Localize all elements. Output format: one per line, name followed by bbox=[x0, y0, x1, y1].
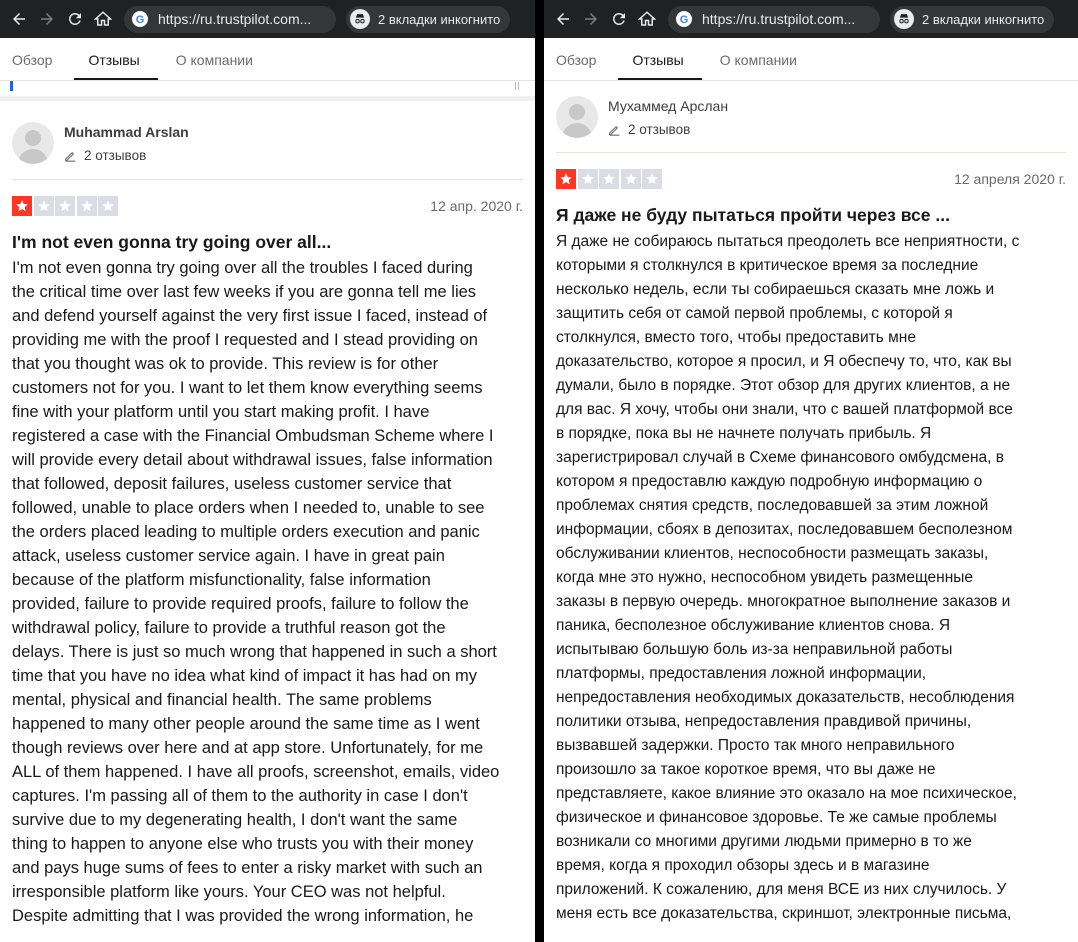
review-text-line: доказательство, которое я просил, и Я обеспечу то, что, как вы bbox=[556, 353, 1012, 370]
review-count bbox=[608, 122, 728, 137]
star-empty-icon bbox=[642, 169, 662, 189]
browser-toolbar bbox=[0, 0, 535, 38]
review-text-line: followed, unable to place orders when I needed to, unable to see bbox=[12, 499, 485, 517]
back-button[interactable] bbox=[6, 6, 32, 32]
page-strip bbox=[0, 81, 535, 103]
review-text-line: которыми я столкнулся в критическое время за последние bbox=[556, 257, 979, 274]
reviewer-name[interactable]: Muhammad Arslan bbox=[64, 123, 189, 140]
page-tabs bbox=[0, 38, 535, 81]
star-empty-icon bbox=[621, 169, 641, 189]
review-text-line: обслуживании клиентов, неспособности размещать заказы, bbox=[556, 545, 989, 562]
incognito-indicator[interactable] bbox=[346, 6, 510, 33]
incognito-icon bbox=[350, 9, 370, 29]
star-filled-icon bbox=[556, 169, 576, 189]
review-date: 12 апр. 2020 г. bbox=[430, 198, 523, 214]
back-arrow-icon bbox=[10, 10, 28, 28]
review-text-line: котором я предоставлю каждую подробную информацию о bbox=[556, 473, 983, 490]
review-text-line: защитить себя от самой первой проблемы, с которой я bbox=[556, 305, 953, 322]
review-text-line: представляете, какое влияние это оказало на мое психическое, bbox=[556, 785, 1017, 802]
review-text-line: providing me with the proof I requested and I stead providing on bbox=[12, 331, 478, 349]
review-body bbox=[0, 256, 535, 928]
review-text-line: возникали со многими другими людьми примерно в то же bbox=[556, 833, 972, 850]
incognito-label: 2 вкладки инкогнито bbox=[378, 11, 501, 27]
star-empty-icon bbox=[77, 196, 97, 216]
pencil-icon bbox=[608, 123, 621, 136]
forward-arrow-icon bbox=[582, 10, 600, 28]
review-text-line: irresponsible platform like yours. Your CEO was not helpful. bbox=[12, 883, 446, 901]
home-icon bbox=[638, 10, 656, 28]
url-text: https://ru.trustpilot.com... bbox=[158, 11, 312, 27]
review-text-line: несколько недель, если ты собираешься сказать мне ложь и bbox=[556, 281, 995, 298]
review-text-line: ALL of them happened. I have all proofs, screenshot, emails, video bbox=[12, 763, 500, 781]
tab-about[interactable]: О компании bbox=[175, 52, 253, 68]
review-text-line: политики отзыва, непредоставления правдивой причины, bbox=[556, 713, 972, 730]
review-text-line: will provide every detail about withdrawal issues, false information bbox=[12, 451, 493, 469]
review-text-line: happened to many other people around the same time as I went bbox=[12, 715, 480, 733]
reviewer-info bbox=[544, 96, 1078, 138]
review-text-line: withdrawal policy, failure to provide a truthful reason got the bbox=[12, 619, 446, 637]
star-empty-icon bbox=[55, 196, 75, 216]
review-text-line: зарегистрировал случай в Схеме финансового омбудсмена, в bbox=[556, 449, 1004, 466]
tab-reviews[interactable]: Отзывы bbox=[632, 38, 683, 80]
review-text-line: меня есть все доказательства, скриншот, электронные письма, bbox=[556, 905, 1012, 922]
reload-button[interactable] bbox=[62, 6, 88, 32]
review-text-line: the critical time over last few weeks if you are gonna tell me lies bbox=[12, 283, 477, 301]
star-empty-icon bbox=[599, 169, 619, 189]
section-divider bbox=[0, 96, 535, 101]
google-icon bbox=[132, 11, 148, 27]
browser-toolbar bbox=[544, 0, 1078, 38]
tab-about[interactable]: О компании bbox=[719, 52, 797, 68]
forward-button[interactable] bbox=[34, 6, 60, 32]
review-text-line: время, когда я проходил обзоры здесь и в магазине bbox=[556, 857, 930, 874]
review-date: 12 апреля 2020 г. bbox=[954, 171, 1066, 187]
review-meta bbox=[544, 169, 1078, 189]
page-tabs bbox=[544, 38, 1078, 81]
forward-arrow-icon bbox=[38, 10, 56, 28]
avatar[interactable] bbox=[556, 96, 598, 138]
svg-text:G: G bbox=[135, 14, 145, 26]
back-arrow-icon bbox=[554, 10, 572, 28]
review-count bbox=[64, 148, 189, 163]
address-bar[interactable] bbox=[668, 6, 880, 33]
review-count-text: 2 отзывов bbox=[84, 147, 147, 163]
review-text-line: and pays huge sums of fees to enter a risky market with such an bbox=[12, 859, 483, 877]
home-button[interactable] bbox=[90, 6, 116, 32]
tab-overview[interactable]: Обзор bbox=[556, 52, 597, 68]
review-text-line: thing to happen to anyone else who trusts you with their money bbox=[12, 835, 474, 853]
review-text-line: mental, physical and financial health. The same problems bbox=[12, 691, 432, 709]
tab-overview[interactable]: Обзор bbox=[12, 52, 53, 68]
avatar[interactable] bbox=[12, 122, 54, 164]
svg-text:G: G bbox=[679, 14, 689, 26]
review-text-line: испытываю большую боль из-за неправильной работы bbox=[556, 641, 953, 658]
review-text-line: паника, бесполезное обслуживание клиентов снова. Я bbox=[556, 617, 951, 634]
review-count-text: 2 отзывов bbox=[628, 121, 691, 137]
reload-icon bbox=[66, 10, 84, 28]
reload-icon bbox=[610, 10, 628, 28]
incognito-icon bbox=[894, 9, 914, 29]
review-text-line: заказы в первую очередь. многократное выполнение заказов и bbox=[556, 593, 1011, 610]
tab-reviews[interactable]: Отзывы bbox=[88, 38, 139, 80]
review-text-line: customers not for you. I want to let them know everything seems bbox=[12, 379, 483, 397]
review-text-line: физическое и финансовое здоровье. Те же самые проблемы bbox=[556, 809, 997, 826]
star-empty-icon bbox=[578, 169, 598, 189]
review-text-line: непредоставления необходимых доказательств, несоблюдения bbox=[556, 689, 1015, 706]
review-text-line: столкнулся, вместо того, чтобы предоставить мне bbox=[556, 329, 916, 346]
review-text-line: though reviews over here and at app store. Unfortunately, for me bbox=[12, 739, 484, 757]
home-icon bbox=[94, 10, 112, 28]
review-text-line: captures. I'm passing all of them to the authority in case I don't bbox=[12, 787, 468, 805]
forward-button[interactable] bbox=[578, 6, 604, 32]
back-button[interactable] bbox=[550, 6, 576, 32]
pencil-icon bbox=[64, 149, 77, 162]
reviewer-name[interactable]: Мухаммед Арслан bbox=[608, 97, 729, 114]
window-divider bbox=[535, 0, 544, 942]
url-text: https://ru.trustpilot.com... bbox=[702, 11, 856, 27]
review-meta bbox=[0, 196, 535, 216]
incognito-label: 2 вкладки инкогнито bbox=[922, 11, 1045, 27]
browser-window-left bbox=[0, 0, 535, 942]
review-text-line: когда мне это нужно, неспособном увидеть размещенные bbox=[556, 569, 974, 586]
review-title[interactable]: Я даже не буду пытаться пройти через все ... bbox=[556, 205, 950, 225]
review-text-line: the orders placed leading to multiple orders execution and panic bbox=[12, 523, 480, 541]
reviewer-info bbox=[0, 122, 535, 164]
review-text-line: для вас. Я хочу, чтобы они знали, что с вашей платформой все bbox=[556, 401, 1013, 418]
review-text-line: and defend yourself against the very first issue I faced, instead of bbox=[12, 307, 488, 325]
review-text-line: that you thought was ok to provide. This review is for other bbox=[12, 355, 439, 373]
review-text-line: registered a case with the Financial Ombudsman Scheme where I bbox=[12, 427, 494, 445]
incognito-indicator[interactable] bbox=[890, 6, 1054, 33]
progress-indicator bbox=[10, 81, 13, 91]
star-empty-icon bbox=[98, 196, 118, 216]
star-rating bbox=[556, 169, 664, 189]
review-text-line: Я даже не собираюсь пытаться преодолеть все неприятности, с bbox=[556, 233, 1020, 250]
review-text-line: survive due to my degenerating health, I don't want the same bbox=[12, 811, 458, 829]
review-text-line: вызвавшей задержки. Просто так много неправильного bbox=[556, 737, 955, 754]
review-text-line: думали, было в порядке. Этот обзор для других клиентов, а не bbox=[556, 377, 1011, 394]
review-text-line: I'm not even gonna try going over all the troubles I faced during bbox=[12, 259, 473, 277]
reload-button[interactable] bbox=[606, 6, 632, 32]
star-filled-icon bbox=[12, 196, 32, 216]
star-empty-icon bbox=[34, 196, 54, 216]
review-text-line: attack, useless customer service again. I have in great pain bbox=[12, 547, 445, 565]
address-bar[interactable] bbox=[124, 6, 336, 33]
review-text-line: because of the platform misfunctionality, false information bbox=[12, 571, 431, 589]
review-text-line: произошло за такое короткое время, что вы даже не bbox=[556, 761, 936, 778]
review-text-line: платформы, предоставления ложной информации, bbox=[556, 665, 927, 682]
review-text-line: delays. There is just so much wrong that happened in such a short bbox=[12, 643, 497, 661]
strip-handle bbox=[515, 82, 519, 90]
review-text-line: that followed, deposit failures, useless customer service that bbox=[12, 475, 452, 493]
review-text-line: time that you have no idea what kind of impact it has had on my bbox=[12, 667, 478, 685]
browser-window-right bbox=[544, 0, 1078, 942]
review-text-line: Despite admitting that I was provided the wrong information, he bbox=[12, 907, 474, 925]
review-text-line: fine with your platform until you start making profit. I have bbox=[12, 403, 430, 421]
star-rating bbox=[12, 196, 120, 216]
home-button[interactable] bbox=[634, 6, 660, 32]
review-title[interactable]: I'm not even gonna try going over all... bbox=[12, 232, 332, 252]
review-body bbox=[544, 230, 1078, 926]
review-text-line: в порядке, пока вы не начнете получать прибыль. Я bbox=[556, 425, 932, 442]
google-icon bbox=[676, 11, 692, 27]
review-text-line: provided, failure to provide required proofs, failure to follow the bbox=[12, 595, 469, 613]
review-text-line: приложений. К сожалению, для меня ВСЕ из них случилось. У bbox=[556, 881, 1007, 898]
review-text-line: проблемах снятия средств, последовавшей за этим ложной bbox=[556, 497, 989, 514]
review-text-line: информации, сбоях в депозитах, последовавшем бесполезном bbox=[556, 521, 1013, 538]
